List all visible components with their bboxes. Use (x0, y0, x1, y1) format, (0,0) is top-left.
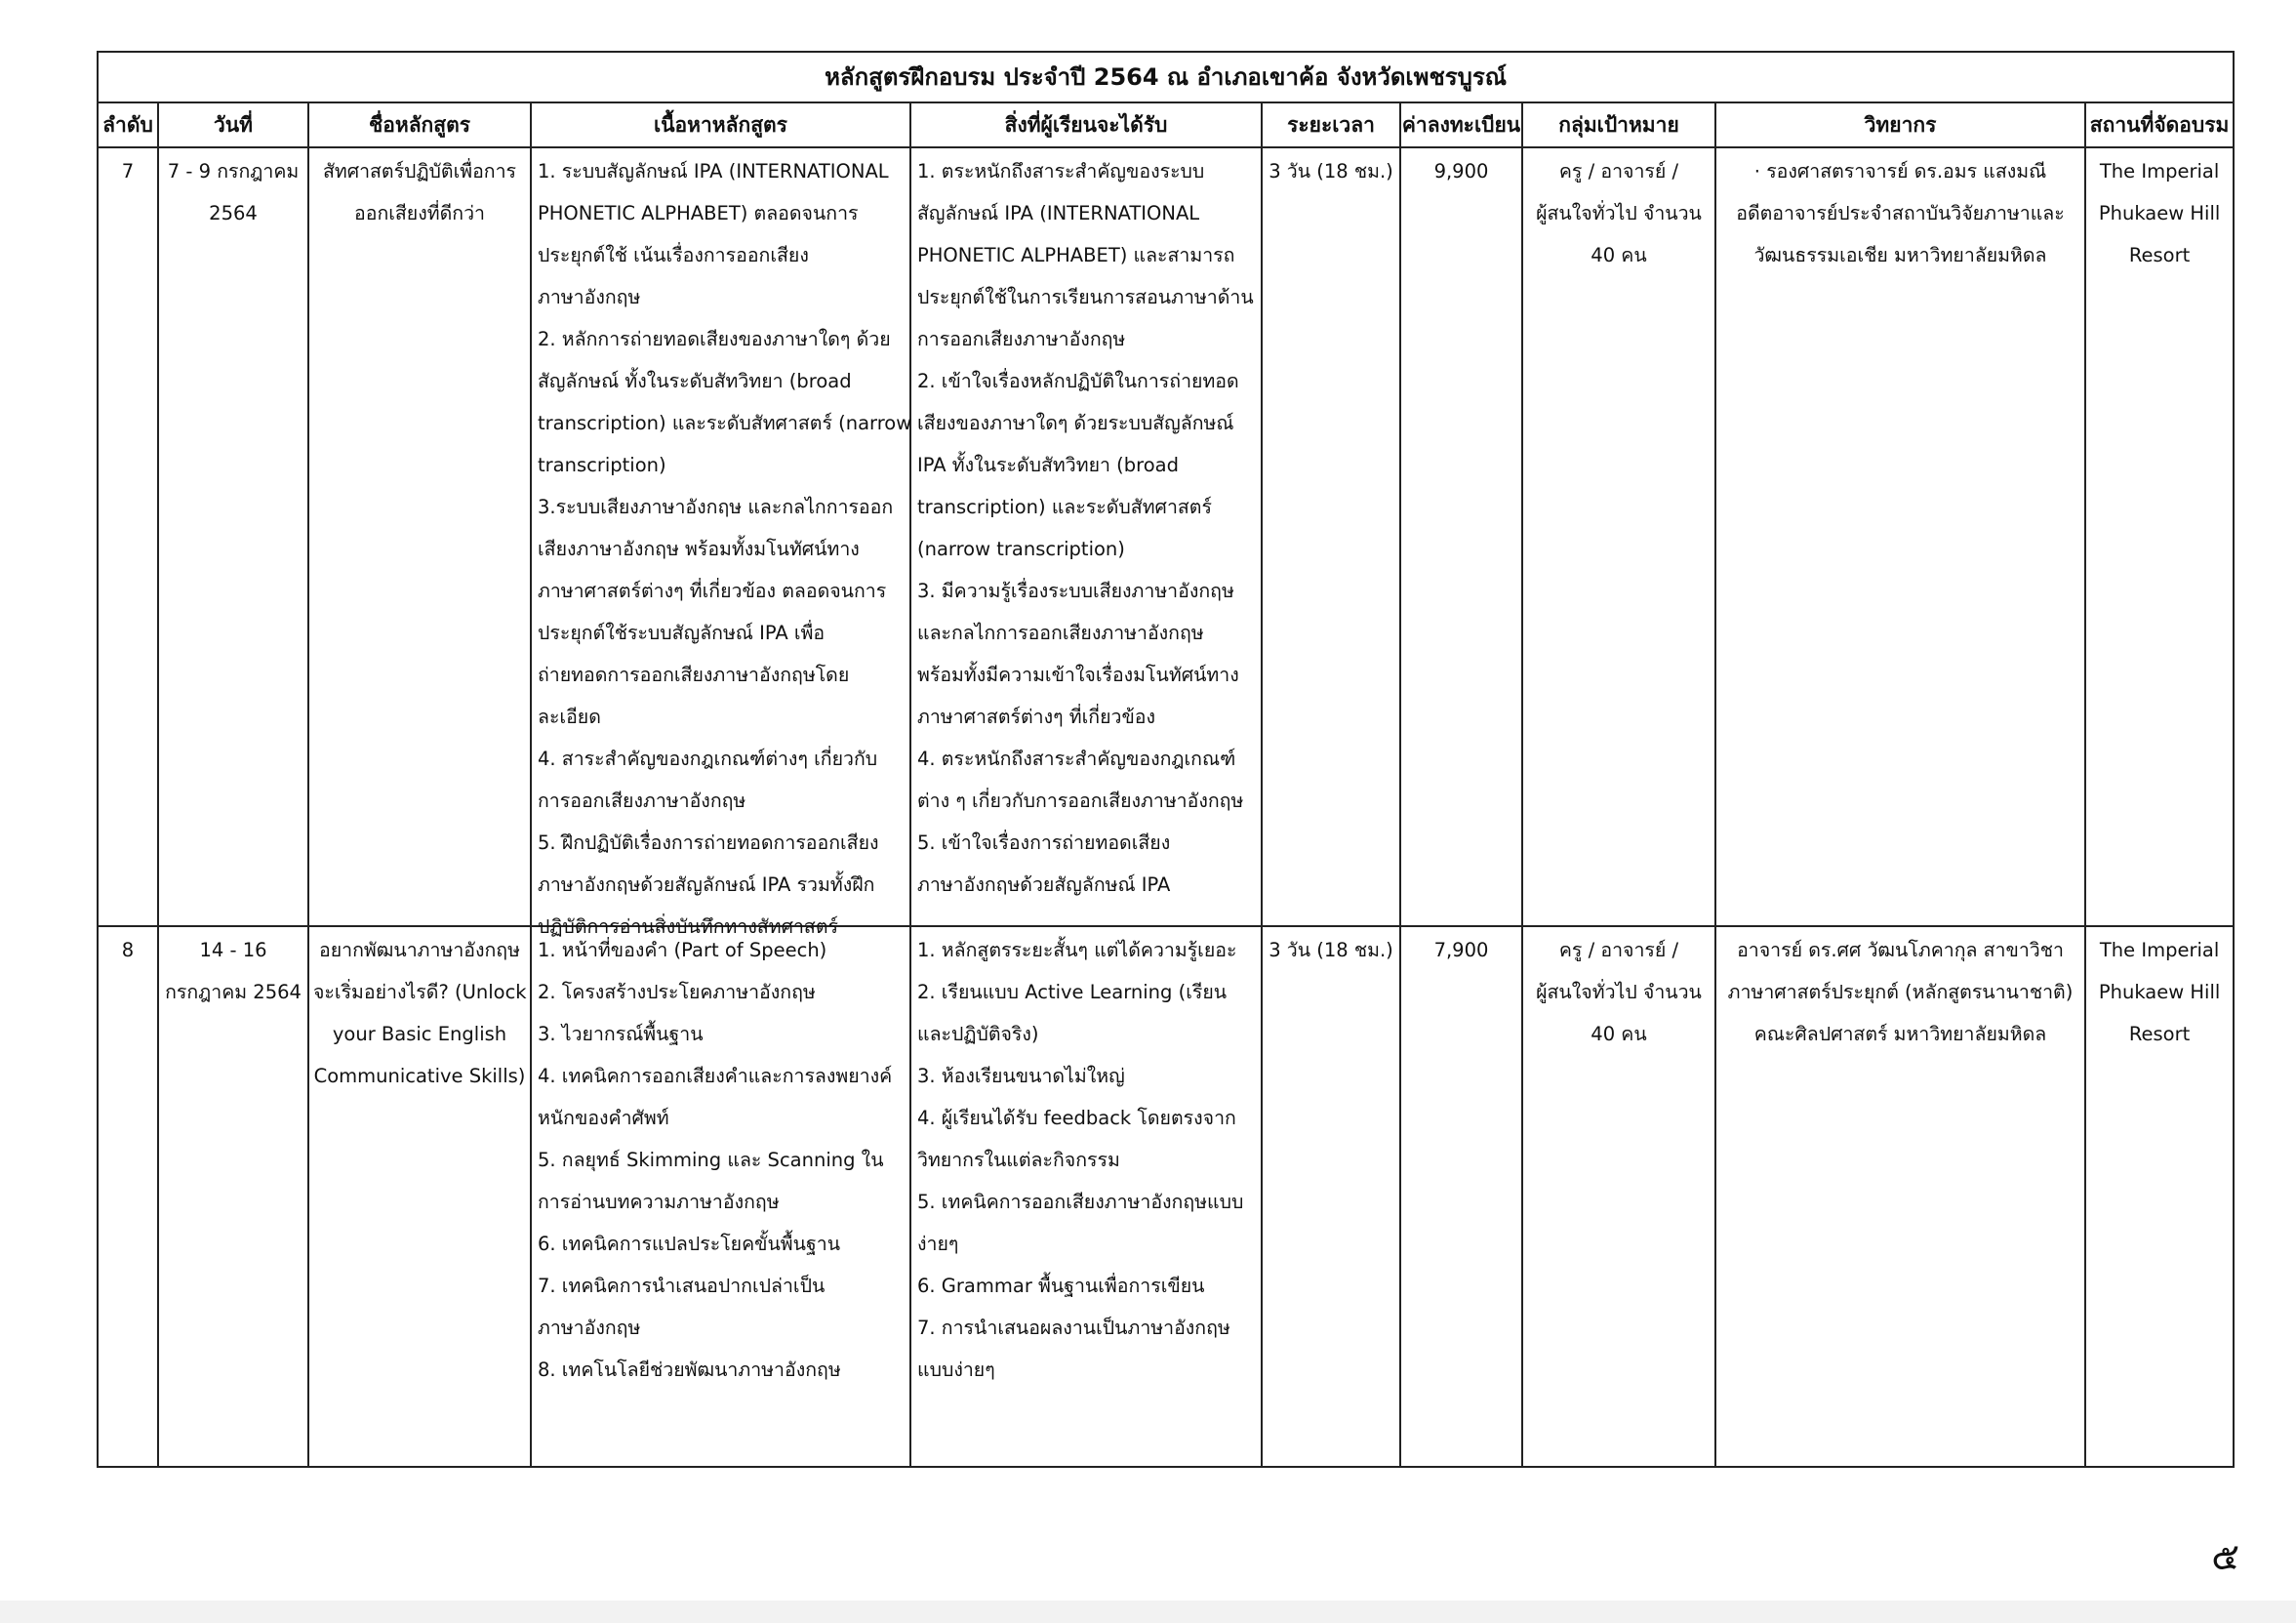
cell-value: 8 (121, 939, 135, 961)
cell-line: 3. มีความรู้เรื่องระบบเสียงภาษาอังกฤษ (917, 580, 1234, 602)
cell-line: · รองศาสตราจารย์ ดร.อมร แสงมณี (1753, 160, 2047, 183)
cell-line: 1. หน้าที่ของคำ (Part of Speech) (538, 939, 827, 961)
cell-line: (narrow transcription) (917, 538, 1125, 560)
cell-line: ภาษาศาสตร์ต่างๆ ที่เกี่ยวข้อง ตลอดจนการ (538, 580, 887, 602)
scan-bottom-strip (0, 1601, 2296, 1623)
cell-line: 5. กลยุทธ์ Skimming และ Scanning ใน (538, 1149, 884, 1171)
cell-no (98, 926, 158, 1467)
cell-line: เสียงของภาษาใดๆ ด้วยระบบสัญลักษณ์ (917, 412, 1234, 434)
cell-course (308, 147, 531, 926)
cell-line: สัญลักษณ์ IPA (INTERNATIONAL (917, 202, 1200, 224)
cell-line: ง่ายๆ (917, 1233, 959, 1255)
cell-line: Phukaew Hill (2098, 202, 2221, 224)
table-title: หลักสูตรฝึกอบรม ประจำปี 2564 ณ อำเภอเขาค้อ จังหวัดเพชรบูรณ์ (98, 52, 2234, 102)
cell-line: The Imperial (2099, 160, 2220, 183)
cell-line: เสียงภาษาอังกฤษ พร้อมทั้งมโนทัศน์ทาง (538, 538, 860, 560)
course-table (97, 51, 2235, 1468)
cell-line: การออกเสียงภาษาอังกฤษ (538, 790, 746, 812)
cell-line: 4. เทคนิคการออกเสียงคำและการลงพยางค์ (538, 1065, 893, 1087)
column-header: วันที่ (158, 102, 308, 147)
cell-content (531, 926, 910, 1467)
cell-line: การอ่านบทความภาษาอังกฤษ (538, 1191, 780, 1213)
cell-outcome (910, 926, 1262, 1467)
column-header: วิทยากร (1715, 102, 2085, 147)
cell-line: ภาษาอังกฤษด้วยสัญลักษณ์ IPA (917, 873, 1171, 896)
cell-line: 40 คน (1591, 244, 1647, 266)
cell-line: อดีตอาจารย์ประจำสถาบันวิจัยภาษาและ (1736, 202, 2065, 224)
cell-line: ผู้สนใจทั่วไป จำนวน (1536, 202, 1702, 224)
cell-line: วัฒนธรรมเอเชีย มหาวิทยาลัยมหิดล (1753, 244, 2047, 266)
cell-line: ออกเสียงที่ดีกว่า (354, 202, 485, 224)
column-header: เนื้อหาหลักสูตร (531, 102, 910, 147)
cell-line: 4. สาระสำคัญของกฎเกณฑ์ต่างๆ เกี่ยวกับ (538, 748, 878, 770)
column-header: ลำดับ (98, 102, 158, 147)
cell-line: 3.ระบบเสียงภาษาอังกฤษ และกลไกการออก (538, 496, 894, 518)
cell-duration (1262, 147, 1400, 926)
cell-fee (1400, 926, 1522, 1467)
cell-line: ประยุกต์ใช้ระบบสัญลักษณ์ IPA เพื่อ (538, 622, 826, 644)
cell-line: 40 คน (1591, 1023, 1647, 1045)
cell-line: ถ่ายทอดการออกเสียงภาษาอังกฤษโดย (538, 664, 850, 686)
cell-line: your Basic English (332, 1023, 507, 1045)
cell-line: สัทศาสตร์ปฏิบัติเพื่อการ (322, 160, 517, 183)
cell-line: IPA ทั้งในระดับสัทวิทยา (broad (917, 454, 1179, 476)
cell-line: 2. โครงสร้างประโยคภาษาอังกฤษ (538, 981, 816, 1003)
cell-line: ผู้สนใจทั่วไป จำนวน (1536, 981, 1702, 1003)
cell-line: อยากพัฒนาภาษาอังกฤษ (319, 939, 520, 961)
cell-content (531, 147, 912, 938)
cell-date (158, 147, 308, 926)
cell-line: จะเริ่มอย่างไรดี? (Unlock (313, 981, 527, 1003)
cell-line: ครู / อาจารย์ / (1558, 939, 1679, 961)
cell-line: 4. ตระหนักถึงสาระสำคัญของกฎเกณฑ์ (917, 748, 1236, 770)
cell-line: Communicative Skills) (313, 1065, 526, 1087)
column-header: ค่าลงทะเบียน (1400, 102, 1522, 147)
cell-line: 5. เทคนิคการออกเสียงภาษาอังกฤษแบบ (917, 1191, 1244, 1213)
cell-line: กรกฎาคม 2564 (165, 981, 302, 1003)
cell-line: Phukaew Hill (2098, 981, 2221, 1003)
cell-line: 5. เข้าใจเรื่องการถ่ายทอดเสียง (917, 832, 1171, 854)
cell-no (98, 147, 158, 926)
cell-line: transcription) และระดับสัทศาสตร์ (narrow (538, 412, 912, 434)
cell-line: วิทยากรในแต่ละกิจกรรม (917, 1149, 1120, 1171)
cell-outcome (910, 147, 1262, 926)
cell-line: ภาษาอังกฤษ (538, 1317, 641, 1339)
cell-line: 7. เทคนิคการนำเสนอปากเปล่าเป็น (538, 1275, 826, 1297)
cell-line: และปฏิบัติจริง) (917, 1023, 1039, 1045)
cell-line: 8. เทคโนโลยีช่วยพัฒนาภาษาอังกฤษ (538, 1359, 841, 1381)
column-header: ระยะเวลา (1262, 102, 1400, 147)
cell-line: 1. หลักสูตรระยะสั้นๆ แต่ได้ความรู้เยอะ (917, 939, 1237, 961)
cell-line: สัญลักษณ์ ทั้งในระดับสัทวิทยา (broad (538, 370, 852, 392)
cell-line: ละเอียด (538, 706, 601, 728)
cell-line: PHONETIC ALPHABET) ตลอดจนการ (538, 202, 859, 224)
cell-speaker (1715, 926, 2085, 1467)
cell-line: 2. เรียนแบบ Active Learning (เรียน (917, 981, 1228, 1003)
cell-line: 2. หลักการถ่ายทอดเสียงของภาษาใดๆ ด้วย (538, 328, 891, 350)
column-header: ชื่อหลักสูตร (308, 102, 531, 147)
table-header-row (98, 102, 2234, 147)
cell-value: 7 (121, 160, 135, 183)
cell-fee (1400, 147, 1522, 926)
cell-date (158, 926, 308, 1467)
cell-line: ภาษาศาสตร์ต่างๆ ที่เกี่ยวข้อง (917, 706, 1156, 728)
cell-line: 6. เทคนิคการแปลประโยคขั้นพื้นฐาน (538, 1233, 841, 1255)
cell-value: 9,900 (1433, 160, 1489, 183)
cell-target (1522, 147, 1715, 926)
cell-line: 2. เข้าใจเรื่องหลักปฏิบัติในการถ่ายทอด (917, 370, 1239, 392)
cell-line: คณะศิลปศาสตร์ มหาวิทยาลัยมหิดล (1753, 1023, 2047, 1045)
cell-line: ครู / อาจารย์ / (1558, 160, 1679, 183)
cell-line: ประยุกต์ใช้ในการเรียนการสอนภาษาด้าน (917, 286, 1254, 308)
cell-line: 7. การนำเสนอผลงานเป็นภาษาอังกฤษ (917, 1317, 1230, 1339)
table-row (98, 926, 2234, 1467)
cell-line: ภาษาศาสตร์ประยุกต์ (หลักสูตรนานาชาติ) (1727, 981, 2074, 1003)
cell-line: ปฏิบัติการอ่านสิ่งบันทึกทางสัทศาสตร์ (538, 915, 838, 938)
cell-course (308, 926, 531, 1467)
cell-line: ประยุกต์ใช้ เน้นเรื่องการออกเสียง (538, 244, 809, 266)
cell-line: หนักของคำศัพท์ (538, 1107, 669, 1129)
column-header: สิ่งที่ผู้เรียนจะได้รับ (910, 102, 1262, 147)
table-body (98, 147, 2234, 1467)
cell-line: 3. ห้องเรียนขนาดไม่ใหญ่ (917, 1065, 1125, 1087)
table-row (98, 147, 2234, 926)
cell-line: PHONETIC ALPHABET) และสามารถ (917, 244, 1235, 266)
cell-line: Resort (2128, 1023, 2191, 1045)
cell-line: Resort (2128, 244, 2191, 266)
cell-line: 1. ตระหนักถึงสาระสำคัญของระบบ (917, 160, 1205, 183)
cell-duration (1262, 926, 1400, 1467)
cell-line: ภาษาอังกฤษ (538, 286, 641, 308)
cell-line: 3. ไวยากรณ์พื้นฐาน (538, 1023, 704, 1045)
cell-line: ต่าง ๆ เกี่ยวกับการออกเสียงภาษาอังกฤษ (917, 790, 1244, 812)
column-header: สถานที่จัดอบรม (2085, 102, 2234, 147)
cell-line: พร้อมทั้งมีความเข้าใจเรื่องมโนทัศน์ทาง (917, 664, 1239, 686)
cell-line: แบบง่ายๆ (917, 1359, 995, 1381)
cell-line: transcription) (538, 454, 666, 476)
cell-line: transcription) และระดับสัทศาสตร์ (917, 496, 1212, 518)
cell-line: 6. Grammar พื้นฐานเพื่อการเขียน (917, 1275, 1205, 1297)
cell-line: 2564 (209, 202, 258, 224)
cell-line: 7 - 9 กรกฎาคม (167, 160, 300, 183)
cell-line: อาจารย์ ดร.ศศ วัฒนโภคากุล สาขาวิชา (1737, 939, 2064, 961)
column-header: กลุ่มเป้าหมาย (1522, 102, 1715, 147)
cell-line: ภาษาอังกฤษด้วยสัญลักษณ์ IPA รวมทั้งฝึก (538, 873, 875, 896)
cell-line: 4. ผู้เรียนได้รับ feedback โดยตรงจาก (917, 1107, 1236, 1129)
course-table-sheet (97, 51, 2233, 1468)
cell-value: 3 วัน (18 ชม.) (1269, 160, 1393, 183)
cell-venue (2085, 926, 2234, 1467)
page-number: ๕ (2211, 1535, 2239, 1578)
cell-line: การออกเสียงภาษาอังกฤษ (917, 328, 1126, 350)
cell-target (1522, 926, 1715, 1467)
cell-line: และกลไกการออกเสียงภาษาอังกฤษ (917, 622, 1204, 644)
cell-value: 7,900 (1433, 939, 1489, 961)
cell-speaker (1715, 147, 2085, 926)
cell-line: 5. ฝึกปฏิบัติเรื่องการถ่ายทอดการออกเสียง (538, 832, 879, 854)
cell-venue (2085, 147, 2234, 926)
cell-line: 14 - 16 (199, 939, 267, 961)
cell-line: The Imperial (2099, 939, 2220, 961)
cell-value: 3 วัน (18 ชม.) (1269, 939, 1393, 961)
cell-line: 1. ระบบสัญลักษณ์ IPA (INTERNATIONAL (538, 160, 889, 183)
